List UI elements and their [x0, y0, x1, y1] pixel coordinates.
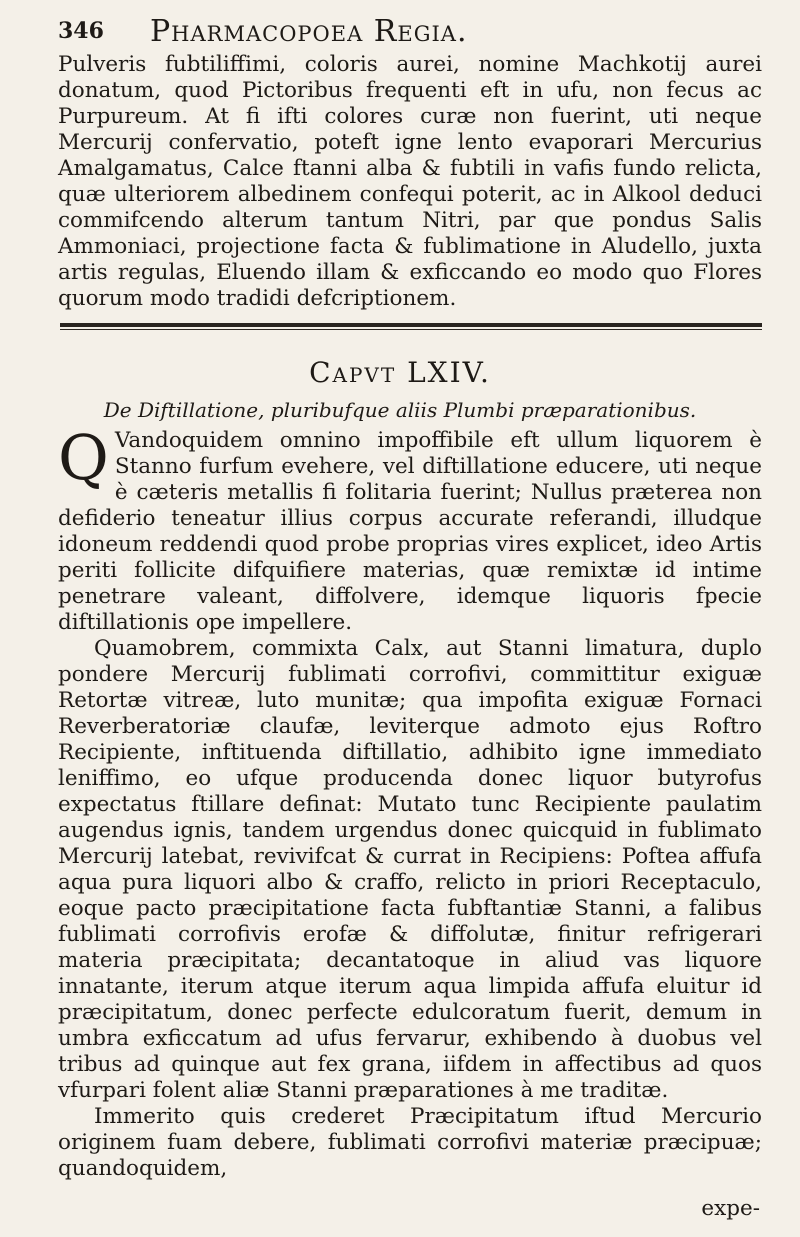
paragraph-3: Quamobrem, commixta Calx, aut Stanni limatura, duplo pondere Mercurij fublimati corrofivi, committitur exiguæ Retortæ vitreæ, luto munitæ; qua impofita exiguæ Fornaci Reverberatoriæ claufæ, leviterque admoto ejus Roftro Recipiente, inftituenda diftillatio, adhibito igne immediato leniffimo, eo ufque producenda donec liquor butyrofus expectatus ftillare definat: Mutato tunc Recipiente paulatim augendus ignis, tandem urgendus donec quicquid in fublimato Mercurij latebat, revivifcat & currat in Recipiens: Poftea affufa aqua pura liquori albo & craffo, relicto in priori Receptaculo, eoque pacto præcipitatione facta fubftantiæ Stanni, a falibus fublimati corrofivis erofæ & diffolutæ, finitur refrigerari materia præcipitata; decantatoque in aliud vas liquore innatante, iterum atque iterum aqua limpida affufa eluitur id præcipitatum, donec perfecte edulcoratum fuerit, demum in umbra exficcatum ad ufus fervarur, exhibendo à duobus vel tribus ad quinque aut fex grana, iifdem in affectibus ad quos vfurpari folent aliæ Stanni præparationes à me traditæ.	[58, 636, 762, 1103]
paragraph-2	[58, 421, 762, 636]
running-head	[58, 14, 760, 54]
chapter-heading: Capvt LXIV.	[309, 356, 491, 389]
drop-cap: Q	[58, 421, 109, 494]
text-block-top	[58, 52, 762, 312]
running-title: Pharmacopoea Regia.	[150, 14, 468, 49]
paragraph-1: Pulveris fubtiliffimi, coloris aurei, nomine Machkotij aurei donatum, quod Pictoribus frequenti eft in ufu, non fecus ac Purpureum. At fi ifti colores curæ non fuerint, uti neque Mercurij confervatio, poteft igne lento evaporari Mercurius Amalgamatus, Calce ftanni alba & fubtili in vafis fundo relicta, quæ ulteriorem albedinem confequi poterit, ac in Alkool deduci commifcendo alterum tantum Nitri, par que pondus Salis Ammoniaci, projectione facta & fublimatione in Aludello, juxta artis regulas, Eluendo illam & exficcando eo modo quo Flores quorum modo tradidi defcriptionem.	[58, 52, 762, 311]
paragraph-4: Immerito quis crederet Præcipitatum iftud Mercurio originem fuam debere, fublimati corrofivi materiæ præcipuæ; quandoquidem,	[58, 1104, 762, 1181]
divider-rule	[60, 323, 762, 327]
paragraph-2-text: Vandoquidem omnino impoffibile eft ullum liquorem è Stanno furfum evehere, vel diftillatione educere, uti neque è cæteris metallis fi folitaria fuerint; Nullus præterea non defiderio teneatur illius corpus accurate referandi, illudque idoneum reddendi quod probe proprias vires explicet, ideo Artis periti follicite difquifiere materias, quæ remixtæ id intime penetrare valeant, diffolvere, idemque liquoris fpecie diftillationis ope impellere.	[58, 428, 762, 635]
catchword: expe-	[701, 1196, 760, 1221]
page-number: 346	[58, 18, 104, 44]
chapter-subtitle: De Diftillatione, pluribufque aliis Plumbi præparationibus.	[103, 398, 697, 422]
text-block-main	[58, 421, 762, 1182]
